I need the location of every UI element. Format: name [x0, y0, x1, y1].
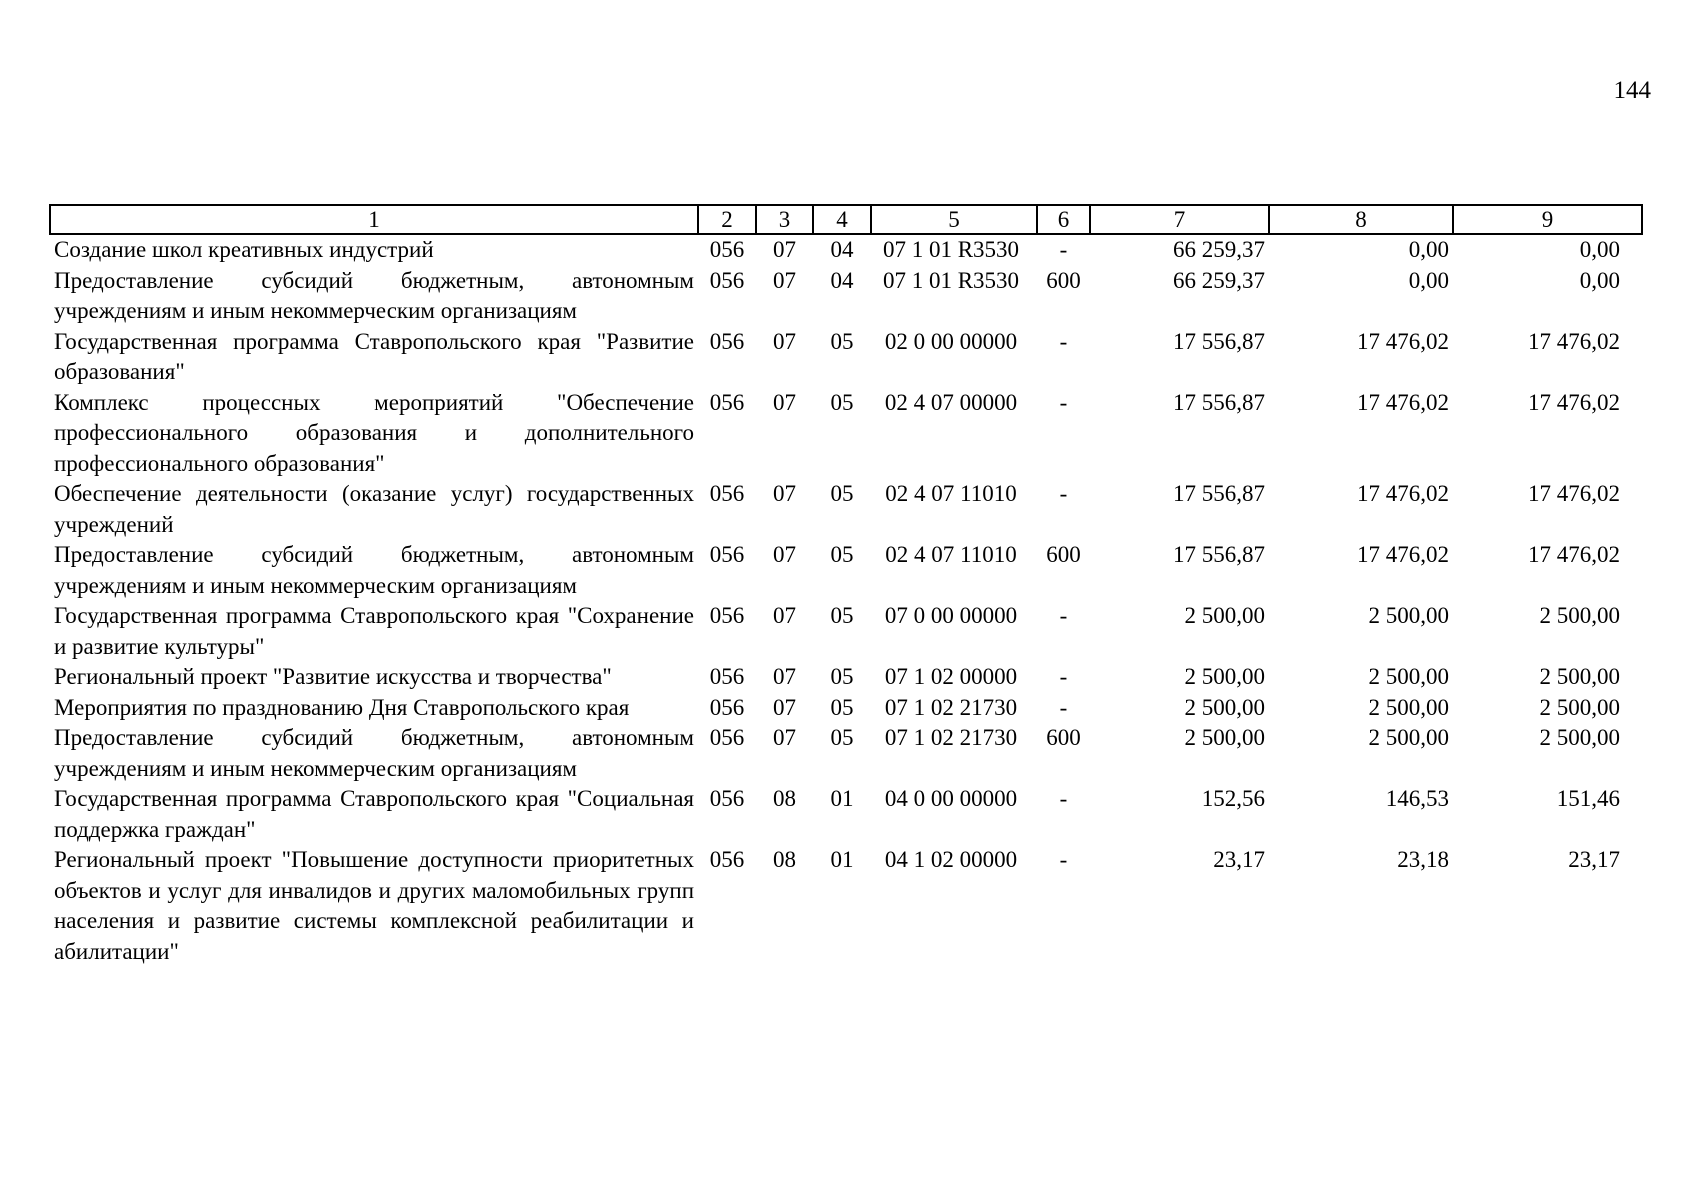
header-col-2: 2: [698, 205, 756, 234]
row-col-3: 07: [773, 542, 796, 567]
row-col-8: 17 476,02: [1357, 542, 1449, 567]
row-col-9: 23,17: [1568, 847, 1620, 872]
row-name: Государственная программа Ставропольского края "Сохранение и развитие культуры": [54, 603, 694, 659]
header-col-4: 4: [813, 205, 871, 234]
row-col-3: 08: [773, 847, 796, 872]
row-col-5: 07 1 02 00000: [884, 664, 1018, 689]
row-col-8: 2 500,00: [1368, 603, 1449, 628]
row-name: Предоставление субсидий бюджетным, автономным учреждениям и иным некоммерческим организациям: [54, 725, 694, 781]
row-col-5: 07 1 01 R3530: [882, 237, 1020, 262]
row-name: Региональный проект "Развитие искусства и творчества": [54, 664, 612, 689]
row-col-6: -: [1059, 694, 1068, 720]
page-number: 144: [1613, 77, 1651, 104]
row-col-6: -: [1059, 664, 1068, 689]
row-col-4: 05: [830, 481, 854, 506]
row-name: Мероприятия по празднованию Дня Ставропольского края: [54, 694, 630, 720]
row-col-4: 04: [830, 237, 854, 262]
row-col-8: 0,00: [1408, 237, 1449, 262]
row-name: Комплекс процессных мероприятий "Обеспечение профессионального образования и дополнительного профессионального образования": [54, 389, 694, 476]
row-col-4: 05: [830, 328, 854, 354]
row-col-2: 056: [709, 542, 745, 567]
row-col-5: 02 0 00 00000: [884, 328, 1018, 354]
row-col-7: 17 556,87: [1173, 389, 1265, 415]
row-col-2: 056: [709, 694, 745, 720]
row-col-3: 07: [773, 328, 796, 354]
table-row: [50, 266, 1642, 327]
header-col-8: 8: [1269, 205, 1453, 234]
row-name: Обеспечение деятельности (оказание услуг) государственных учреждений: [54, 481, 694, 537]
table-row: [50, 723, 1642, 784]
row-col-6: -: [1059, 847, 1068, 872]
header-col-6: 6: [1037, 205, 1090, 234]
row-col-9: 17 476,02: [1528, 542, 1620, 567]
header-col-1: 1: [50, 205, 698, 234]
row-col-7: 66 259,37: [1173, 237, 1265, 262]
row-col-6: 600: [1046, 725, 1081, 750]
row-name: Предоставление субсидий бюджетным, автономным учреждениям и иным некоммерческим организациям: [54, 542, 694, 598]
row-col-2: 056: [709, 389, 745, 415]
row-col-4: 01: [830, 786, 854, 811]
row-col-3: 07: [773, 237, 796, 262]
row-col-8: 17 476,02: [1357, 389, 1449, 415]
row-col-3: 08: [773, 786, 796, 811]
row-col-2: 056: [709, 237, 745, 262]
row-col-3: 07: [773, 267, 796, 293]
row-col-7: 23,17: [1213, 847, 1265, 872]
row-col-7: 17 556,87: [1173, 542, 1265, 567]
header-row: [50, 205, 1642, 234]
row-col-3: 07: [773, 389, 796, 415]
row-col-7: 17 556,87: [1173, 328, 1265, 354]
row-col-6: -: [1059, 389, 1068, 415]
row-col-2: 056: [709, 847, 745, 872]
row-col-5: 07 0 00 00000: [884, 603, 1018, 628]
row-col-9: 0,00: [1579, 237, 1620, 262]
row-col-6: 600: [1046, 267, 1081, 293]
row-col-9: 17 476,02: [1528, 389, 1620, 415]
row-name: Предоставление субсидий бюджетным, автономным учреждениям и иным некоммерческим организациям: [54, 267, 694, 323]
row-col-8: 146,53: [1385, 786, 1449, 811]
table-row: [50, 234, 1642, 266]
row-col-3: 07: [773, 694, 796, 720]
row-col-8: 0,00: [1408, 267, 1449, 293]
row-col-8: 2 500,00: [1368, 725, 1449, 750]
row-name: Создание школ креативных индустрий: [54, 237, 434, 262]
table-row: [50, 845, 1642, 967]
row-name: Государственная программа Ставропольского края "Социальная поддержка граждан": [54, 786, 694, 842]
row-col-5: 04 1 02 00000: [884, 847, 1018, 872]
table-row: [50, 540, 1642, 601]
row-col-3: 07: [773, 603, 796, 628]
row-col-9: 2 500,00: [1539, 603, 1620, 628]
row-col-5: 02 4 07 11010: [885, 542, 1017, 567]
row-col-6: -: [1059, 786, 1068, 811]
row-col-5: 07 1 02 21730: [884, 725, 1018, 750]
table-body: [50, 234, 1642, 967]
row-col-5: 02 4 07 11010: [885, 481, 1017, 506]
row-col-9: 0,00: [1579, 267, 1620, 293]
row-col-4: 05: [830, 542, 854, 567]
row-col-7: 2 500,00: [1184, 694, 1265, 720]
row-col-7: 2 500,00: [1184, 725, 1265, 750]
row-col-5: 02 4 07 00000: [884, 389, 1018, 415]
row-col-8: 17 476,02: [1357, 328, 1449, 354]
row-col-3: 07: [773, 664, 796, 689]
row-col-2: 056: [709, 328, 745, 354]
row-col-5: 07 1 02 21730: [884, 694, 1018, 720]
header-col-3: 3: [756, 205, 813, 234]
header-col-7: 7: [1090, 205, 1269, 234]
row-col-7: 2 500,00: [1184, 664, 1265, 689]
row-col-4: 05: [830, 603, 854, 628]
row-col-6: -: [1059, 603, 1068, 628]
row-col-8: 23,18: [1397, 847, 1449, 872]
header-col-9: 9: [1453, 205, 1642, 234]
row-col-9: 2 500,00: [1539, 694, 1620, 720]
row-col-9: 151,46: [1556, 786, 1620, 811]
row-col-6: 600: [1046, 542, 1081, 567]
row-col-7: 66 259,37: [1173, 267, 1265, 293]
row-col-8: 2 500,00: [1368, 664, 1449, 689]
row-name: Государственная программа Ставропольского края "Развитие образования": [54, 328, 694, 384]
row-col-4: 05: [830, 389, 854, 415]
row-col-7: 2 500,00: [1184, 603, 1265, 628]
row-col-4: 04: [830, 267, 854, 293]
row-col-4: 05: [830, 664, 854, 689]
row-col-3: 07: [773, 725, 796, 750]
row-col-2: 056: [709, 786, 745, 811]
row-col-9: 17 476,02: [1528, 481, 1620, 506]
row-col-5: 04 0 00 00000: [884, 786, 1018, 811]
row-name: Региональный проект "Повышение доступности приоритетных объектов и услуг для инвалидов и других маломобильных групп населения и развитие системы комплексной реабилитации и абилитации": [54, 847, 694, 964]
table-row: [50, 479, 1642, 540]
row-col-7: 17 556,87: [1173, 481, 1265, 506]
header-col-5: 5: [871, 205, 1037, 234]
row-col-6: -: [1059, 237, 1068, 262]
row-col-6: -: [1059, 328, 1068, 354]
budget-table: [49, 204, 1643, 967]
row-col-6: -: [1059, 481, 1068, 506]
table-row: [50, 601, 1642, 662]
row-col-2: 056: [709, 481, 745, 506]
table-row: [50, 388, 1642, 480]
table-row: [50, 662, 1642, 693]
table-header: [50, 205, 1642, 234]
table-row: [50, 693, 1642, 724]
row-col-9: 17 476,02: [1528, 328, 1620, 354]
row-col-2: 056: [709, 267, 745, 293]
row-col-3: 07: [773, 481, 796, 506]
row-col-8: 2 500,00: [1368, 694, 1449, 720]
row-col-5: 07 1 01 R3530: [882, 267, 1020, 293]
table-row: [50, 327, 1642, 388]
row-col-9: 2 500,00: [1539, 725, 1620, 750]
row-col-4: 05: [830, 725, 854, 750]
row-col-9: 2 500,00: [1539, 664, 1620, 689]
row-col-2: 056: [709, 603, 745, 628]
row-col-4: 05: [830, 694, 854, 720]
row-col-7: 152,56: [1201, 786, 1265, 811]
row-col-8: 17 476,02: [1357, 481, 1449, 506]
table-row: [50, 784, 1642, 845]
row-col-2: 056: [709, 664, 745, 689]
row-col-4: 01: [830, 847, 854, 872]
row-col-2: 056: [709, 725, 745, 750]
